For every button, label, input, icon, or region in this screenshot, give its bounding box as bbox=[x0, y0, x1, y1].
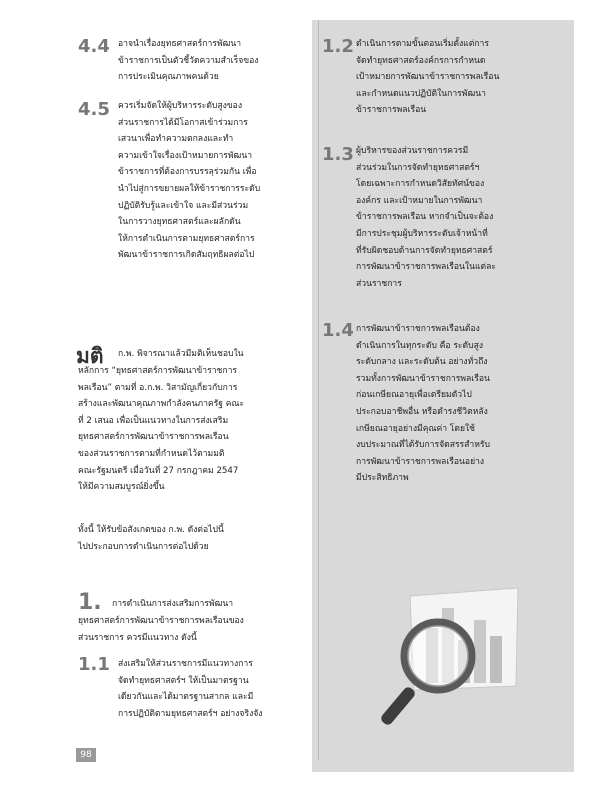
text-line: และกำหนดแนวปฏิบัติในการพัฒนา bbox=[356, 88, 486, 99]
text-line: การปฏิบัติตามยุทธศาสตร์ฯ อย่างจริงจัง bbox=[118, 708, 263, 719]
text-line: ทั้งนี้ ให้รับข้อสังเกตของ ก.พ. ดังต่อไปนี้ bbox=[78, 525, 224, 535]
text-line: คณะรัฐมนตรี เมื่อวันที่ 27 กรกฎาคม 2547 bbox=[78, 465, 239, 476]
resolution-heading: มติ bbox=[76, 344, 104, 368]
text-line: ส่งเสริมให้ส่วนราชการมีแนวทางการ bbox=[118, 659, 253, 669]
text-line: ให้มีความสมบูรณ์ยิ่งขึ้น bbox=[78, 482, 165, 493]
text-line: ข้าราชการเป็นตัวชี้วัดความสำเร็จของ bbox=[118, 55, 259, 66]
text-line: ข้าราชการพลเรือน bbox=[356, 105, 427, 116]
text-line: ก่อนเกษียณอายุเพื่อเตรียมตัวไป bbox=[356, 390, 472, 401]
text-line: ข้าราชการพลเรือน หากจำเป็นจะต้อง bbox=[356, 212, 494, 223]
text-line: พัฒนาข้าราชการเกิดสัมฤทธิผลต่อไป bbox=[118, 250, 255, 261]
text-line: ดำเนินการตามขั้นตอนเริ่มตั้งแต่การ bbox=[356, 39, 489, 49]
text-line: เดียวกันและได้มาตรฐานสากล และมี bbox=[118, 692, 254, 703]
text-line: ส่วนราชการได้มีโอกาสเข้าร่วมการ bbox=[118, 117, 248, 128]
text-line: ส่วนราชการ bbox=[356, 278, 402, 289]
text-line: ส่วนราชการ ควรมีแนวทาง ดังนี้ bbox=[78, 632, 197, 643]
text-line: สร้างและพัฒนาคุณภาพกำลังคนภาครัฐ คณะ bbox=[78, 399, 245, 410]
page-number: 98 bbox=[76, 748, 96, 762]
text-line: ไปประกอบการดำเนินการต่อไปด้วย bbox=[78, 541, 209, 552]
text-line: ระดับกลาง และระดับต้น อย่างทั่วถึง bbox=[356, 357, 488, 368]
section-number-4-5: 4.5 bbox=[78, 99, 110, 120]
page-margin bbox=[574, 0, 612, 792]
text-line: ในการวางยุทธศาสตร์และผลักดัน bbox=[118, 217, 241, 228]
observation-paragraph bbox=[78, 522, 224, 555]
text-line: ของส่วนราชการตามที่กำหนดไว้ตามมติ bbox=[78, 448, 225, 459]
section-1-4-text bbox=[356, 321, 490, 487]
text-line: งบประมาณที่ได้รับการจัดสรรสำหรับ bbox=[356, 440, 490, 451]
text-line: จัดทำยุทธศาสตร์ฯ ให้เป็นมาตรฐาน bbox=[118, 675, 249, 686]
text-line: เป้าหมายการพัฒนาข้าราชการพลเรือน bbox=[356, 72, 500, 83]
text-line: เกษียณอายุอย่างมีคุณค่า โดยใช้ bbox=[356, 423, 476, 434]
text-line: เสวนาเพื่อทำความตกลงและทำ bbox=[118, 134, 234, 145]
section-number-1-3: 1.3 bbox=[322, 144, 354, 165]
resolution-first-line bbox=[118, 346, 244, 363]
section-1-1-text bbox=[118, 656, 263, 722]
section-number-1: 1. bbox=[78, 590, 102, 615]
text-line: ยุทธศาสตร์การพัฒนาข้าราชการพลเรือนของ bbox=[78, 616, 244, 626]
text-line: องค์กร และเป้าหมายในการพัฒนา bbox=[356, 195, 483, 206]
text-line: หลักการ “ยุทธศาสตร์การพัฒนาข้าราชการ bbox=[78, 366, 238, 376]
text-line: ผู้บริหารของส่วนราชการควรมี bbox=[356, 146, 469, 156]
text-line: ความเข้าใจเรื่องเป้าหมายการพัฒนา bbox=[118, 150, 253, 161]
section-4-4-text bbox=[118, 36, 259, 86]
section-number-4-4: 4.4 bbox=[78, 36, 110, 57]
text-line: ที่ 2 เสนอ เพื่อเป็นแนวทางในการส่งเสริม bbox=[78, 415, 229, 426]
section-1-first-line bbox=[112, 596, 233, 613]
section-1-2-text bbox=[356, 36, 499, 119]
text-line: ที่รับผิดชอบด้านการจัดทำยุทธศาสตร์ bbox=[356, 245, 493, 256]
text-line: มีการประชุมผู้บริหารระดับเจ้าหน้าที่ bbox=[356, 228, 488, 239]
text-line: ควรเริ่มจัดให้ผู้บริหารระดับสูงของ bbox=[118, 101, 243, 111]
text-line: การพัฒนาข้าราชการพลเรือนอย่าง bbox=[356, 456, 485, 467]
text-line: การพัฒนาข้าราชการพลเรือนในแต่ละ bbox=[356, 262, 496, 273]
text-line: โดยเฉพาะการกำหนดวิสัยทัศน์ของ bbox=[356, 179, 485, 190]
text-line: รวมทั้งการพัฒนาข้าราชการพลเรือน bbox=[356, 373, 490, 384]
section-1-3-text bbox=[356, 143, 496, 292]
text-line: ประกอบอาชีพอื่น หรือดำรงชีวิตหลัง bbox=[356, 406, 488, 417]
text-line: ดำเนินการในทุกระดับ คือ ระดับสูง bbox=[356, 340, 484, 351]
text-line: จัดทำยุทธศาสตร์องค์กรการกำหนด bbox=[356, 55, 486, 66]
text-line: มีประสิทธิภาพ bbox=[356, 473, 409, 484]
text-line: นำไปสู่การขยายผลให้ข้าราชการระดับ bbox=[118, 183, 261, 194]
column-divider bbox=[318, 20, 319, 760]
text-line: พลเรือน” ตามที่ อ.ก.พ. วิสามัญเกี่ยวกับการ bbox=[78, 382, 238, 393]
text-line: การประเมินคุณภาพคนด้วย bbox=[118, 72, 219, 83]
section-number-1-1: 1.1 bbox=[78, 654, 110, 675]
text-line: ข้าราชการที่ต้องการบรรลุร่วมกัน เพื่อ bbox=[118, 167, 257, 178]
magnifier-over-bar-chart-icon bbox=[340, 578, 530, 728]
section-1-text bbox=[78, 613, 244, 646]
text-line: การพัฒนาข้าราชการพลเรือนต้อง bbox=[356, 324, 480, 334]
section-number-1-4: 1.4 bbox=[322, 320, 354, 341]
resolution-text bbox=[78, 363, 244, 496]
section-number-1-2: 1.2 bbox=[322, 36, 354, 57]
text-line: ให้การดำเนินการตามยุทธศาสตร์การ bbox=[118, 233, 255, 244]
text-line: ส่วนร่วมในการจัดทำยุทธศาสตร์ฯ bbox=[356, 162, 480, 173]
text-line: ก.พ. พิจารณาแล้วมีมติเห็นชอบใน bbox=[118, 349, 244, 359]
text-line: ปฏิบัติรับรู้และเข้าใจ และมีส่วนร่วม bbox=[118, 200, 249, 211]
section-4-5-text bbox=[118, 98, 260, 264]
text-line: อาจนำเรื่องยุทธศาสตร์การพัฒนา bbox=[118, 39, 242, 49]
text-line: การดำเนินการส่งเสริมการพัฒนา bbox=[112, 599, 234, 609]
text-line: ยุทธศาสตร์การพัฒนาข้าราชการพลเรือน bbox=[78, 432, 229, 443]
